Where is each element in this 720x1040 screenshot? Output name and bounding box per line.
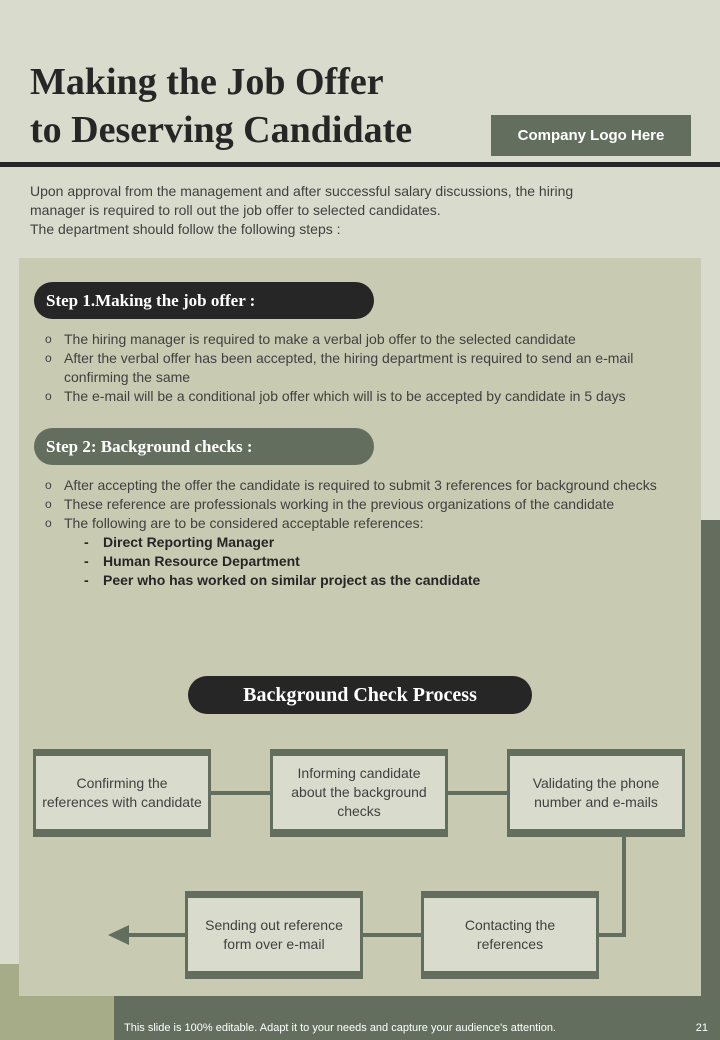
title-line-2: to Deserving Candidate <box>30 109 413 151</box>
intro-line-1: Upon approval from the management and after successful salary discussions, the hiring <box>30 183 574 199</box>
arrow-head-icon <box>108 925 129 945</box>
process-step-3 <box>507 749 685 837</box>
step1-bullet: o The hiring manager is required to make a verbal job offer to the selected candidate <box>45 330 701 349</box>
reference-item: - Direct Reporting Manager <box>84 533 701 552</box>
step2-bullet: o These reference are professionals working in the previous organizations of the candidate <box>45 495 701 514</box>
slide-title <box>30 58 490 154</box>
page-number: 21 <box>695 1022 708 1034</box>
step2-heading: Step 2: Background checks : <box>34 428 374 465</box>
connector-3-4 <box>599 837 624 935</box>
step2-bullet: o After accepting the offer the candidate is required to submit 3 references for background checks <box>45 476 701 495</box>
process-step-2 <box>270 749 448 837</box>
process-step-5 <box>185 891 363 979</box>
process-step-label: Informing candidate about the background checks <box>273 756 445 829</box>
process-step-4 <box>421 891 599 979</box>
step1-heading: Step 1.Making the job offer : <box>34 282 374 319</box>
step1-bullet: o After the verbal offer has been accepted, the hiring department is required to send an e-mail confirming the same <box>45 349 701 387</box>
intro-line-2: manager is required to roll out the job offer to selected candidates. <box>30 202 441 218</box>
content-panel <box>19 258 701 996</box>
step2-bullet-text: The following are to be considered acceptable references: <box>64 515 424 531</box>
step1-bullet: o The e-mail will be a conditional job offer which will is to be accepted by candidate in 5 days <box>45 387 701 406</box>
process-step-1 <box>33 749 211 837</box>
process-step-label: Validating the phone number and e-mails <box>510 756 682 829</box>
process-step-label: Confirming the references with candidate <box>36 756 208 829</box>
process-connectors <box>19 258 701 996</box>
process-step-label: Sending out reference form over e-mail <box>188 898 360 971</box>
process-title: Background Check Process <box>188 676 532 714</box>
title-divider <box>0 162 720 167</box>
footer-note: This slide is 100% editable. Adapt it to your needs and capture your audience's attention. <box>124 1022 556 1034</box>
intro-line-3: The department should follow the following steps : <box>30 221 341 237</box>
reference-item: - Peer who has worked on similar project as the candidate <box>84 571 701 590</box>
title-line-1: Making the Job Offer <box>30 61 384 103</box>
company-logo-placeholder: Company Logo Here <box>491 115 691 156</box>
reference-item: - Human Resource Department <box>84 552 701 571</box>
right-accent-band <box>701 520 720 1000</box>
intro-text <box>30 182 700 239</box>
process-step-label: Contacting the references <box>424 898 596 971</box>
